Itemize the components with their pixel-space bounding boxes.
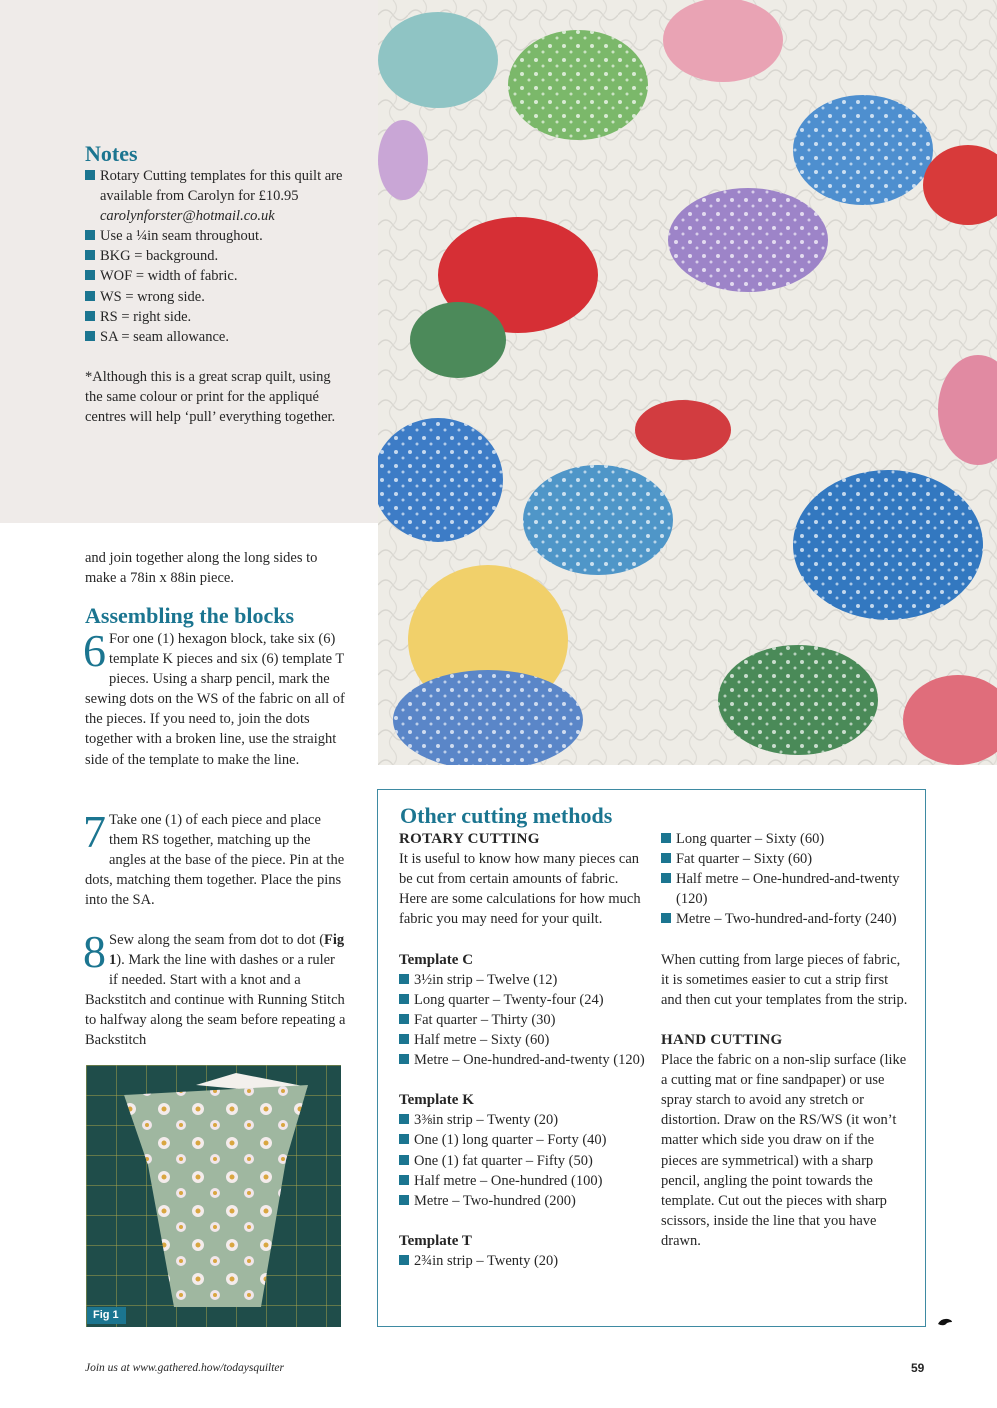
bullet-square-icon (85, 331, 95, 341)
template-c-list (399, 970, 649, 1070)
bullet-square-icon (85, 250, 95, 260)
step-text: Sew along the seam from dot to dot (Fig 1). Mark the line with dashes or a ruler if needed. Start with a knot and a Backstitch and continue with Running Stitch to halfway along the seam before repeating a Backstitch (85, 932, 346, 1049)
bullet-square-icon (399, 1195, 409, 1205)
bullet-square-icon (399, 1034, 409, 1044)
bullet-square-icon (399, 974, 409, 984)
list-item: Half metre – One-hundred-and-twenty (120) (661, 869, 911, 909)
bullet-square-icon (85, 270, 95, 280)
step-7 (83, 806, 347, 910)
list-item: 3⅜in strip – Twenty (20) (399, 1110, 649, 1130)
cutting-methods-title: Other cutting methods (400, 803, 613, 828)
list-item: Half metre – Sixty (60) (399, 1030, 649, 1050)
rotary-cutting-heading: ROTARY CUTTING (399, 831, 540, 847)
hand-cutting-text: Place the fabric on a non-slip surface (like a cutting mat or fine sandpaper) or use spray starch to avoid any stretch or distortion. Draw on the RS/WS (it won’t matter which side you draw on if the pieces are symmetrical) with a sharp pencil, angling the point towards the template. Cut out the pieces with sharp scissors, inside the line that you have drawn. (661, 1052, 907, 1249)
step-number: 7 (83, 806, 106, 857)
list-item: WOF = width of fabric. (85, 266, 345, 286)
list-item: Long quarter – Twenty-four (24) (399, 990, 649, 1010)
list-item: Half metre – One-hundred (100) (399, 1171, 649, 1191)
bullet-square-icon (399, 1054, 409, 1064)
list-item: Metre – Two-hundred (200) (399, 1191, 649, 1211)
rotary-cutting-intro: It is useful to know how many pieces can be cut from certain amounts of fabric. Here are some calculations for how much fabric you may need for your quilt. (399, 851, 641, 928)
figure-label: Fig 1 (87, 1307, 126, 1324)
bullet-square-icon (85, 170, 95, 180)
list-item: One (1) fat quarter – Fifty (50) (399, 1151, 649, 1171)
page-number: 59 (911, 1361, 925, 1375)
notes-list (85, 166, 345, 347)
list-item: Long quarter – Sixty (60) (661, 829, 911, 849)
intro-text: and join together along the long sides to make a 78in x 88in piece. (85, 550, 318, 587)
list-item: WS = wrong side. (85, 287, 345, 307)
quilt-photo (378, 0, 997, 765)
list-item: BKG = background. (85, 246, 345, 266)
step-number: 8 (83, 926, 106, 977)
bullet-square-icon (85, 291, 95, 301)
bullet-square-icon (399, 1155, 409, 1165)
notes-footnote: *Although this is a great scrap quilt, using the same colour or print for the appliqué centres will help ‘pull’ everything together. (85, 369, 336, 426)
template-t-list-continued (661, 829, 911, 929)
list-item: Fat quarter – Thirty (30) (399, 1010, 649, 1030)
list-item: Metre – Two-hundred-and-forty (240) (661, 909, 911, 929)
bullet-square-icon (399, 994, 409, 1004)
bullet-square-icon (661, 873, 671, 883)
bullet-square-icon (399, 1014, 409, 1024)
large-pieces-note: When cutting from large pieces of fabric, it is sometimes easier to cut a strip first and then cut your templates from the strip. (661, 951, 908, 1008)
template-k-list (399, 1110, 649, 1210)
section-heading-assembling: Assembling the blocks (85, 603, 295, 628)
step-text: For one (1) hexagon block, take six (6) template K pieces and six (6) template T pieces. Using a sharp pencil, mark the sewing dots on the WS of the fabric on all of the pieces. If you need to, join the dots together with a broken line, use the straight side of the template to make the line. (85, 631, 345, 768)
step-number: 6 (83, 625, 106, 676)
list-item: One (1) long quarter – Forty (40) (399, 1130, 649, 1150)
step-text: Take one (1) of each piece and place them RS together, matching up the angles at the base of the piece. Pin at the dots, matching them together. Place the pins into the SA. (85, 812, 345, 909)
notes-heading: Notes (85, 141, 138, 166)
list-item: 3½in strip – Twelve (12) (399, 970, 649, 990)
template-c-heading: Template C (399, 951, 474, 968)
footer-website-text: Join us at www.gathered.how/todaysquilter (85, 1362, 285, 1374)
cutting-column-left (399, 829, 649, 1271)
bullet-square-icon (661, 853, 671, 863)
bullet-square-icon (399, 1114, 409, 1124)
email-link[interactable]: carolynforster@hotmail.co.uk (100, 208, 275, 225)
template-k-heading: Template K (399, 1092, 474, 1109)
bullet-square-icon (661, 913, 671, 923)
step-8 (83, 926, 347, 1051)
list-item: SA = seam allowance. (85, 327, 345, 347)
hand-cutting-heading: HAND CUTTING (661, 1031, 783, 1048)
list-item: RS = right side. (85, 307, 345, 327)
template-t-heading: Template T (399, 1232, 472, 1249)
list-item: 2¾in strip – Twenty (20) (399, 1251, 649, 1271)
list-item: Rotary Cutting templates for this quilt are available from Carolyn for £10.95 carolynforster@hotmail.co.uk (85, 166, 345, 226)
bullet-square-icon (85, 230, 95, 240)
bullet-square-icon (399, 1175, 409, 1185)
article-end-icon (937, 1316, 953, 1328)
figure-reference: Fig 1 (109, 932, 345, 969)
bullet-square-icon (399, 1255, 409, 1265)
step-6 (83, 625, 347, 770)
bullet-square-icon (85, 311, 95, 321)
bullet-square-icon (399, 1134, 409, 1144)
figure-1-photo (86, 1065, 341, 1327)
template-t-list (399, 1251, 649, 1271)
list-item: Metre – One-hundred-and-twenty (120) (399, 1050, 649, 1070)
list-item: Fat quarter – Sixty (60) (661, 849, 911, 869)
bullet-square-icon (661, 833, 671, 843)
cutting-column-right (661, 829, 911, 1251)
list-item: Use a ¼in seam throughout. (85, 226, 345, 246)
